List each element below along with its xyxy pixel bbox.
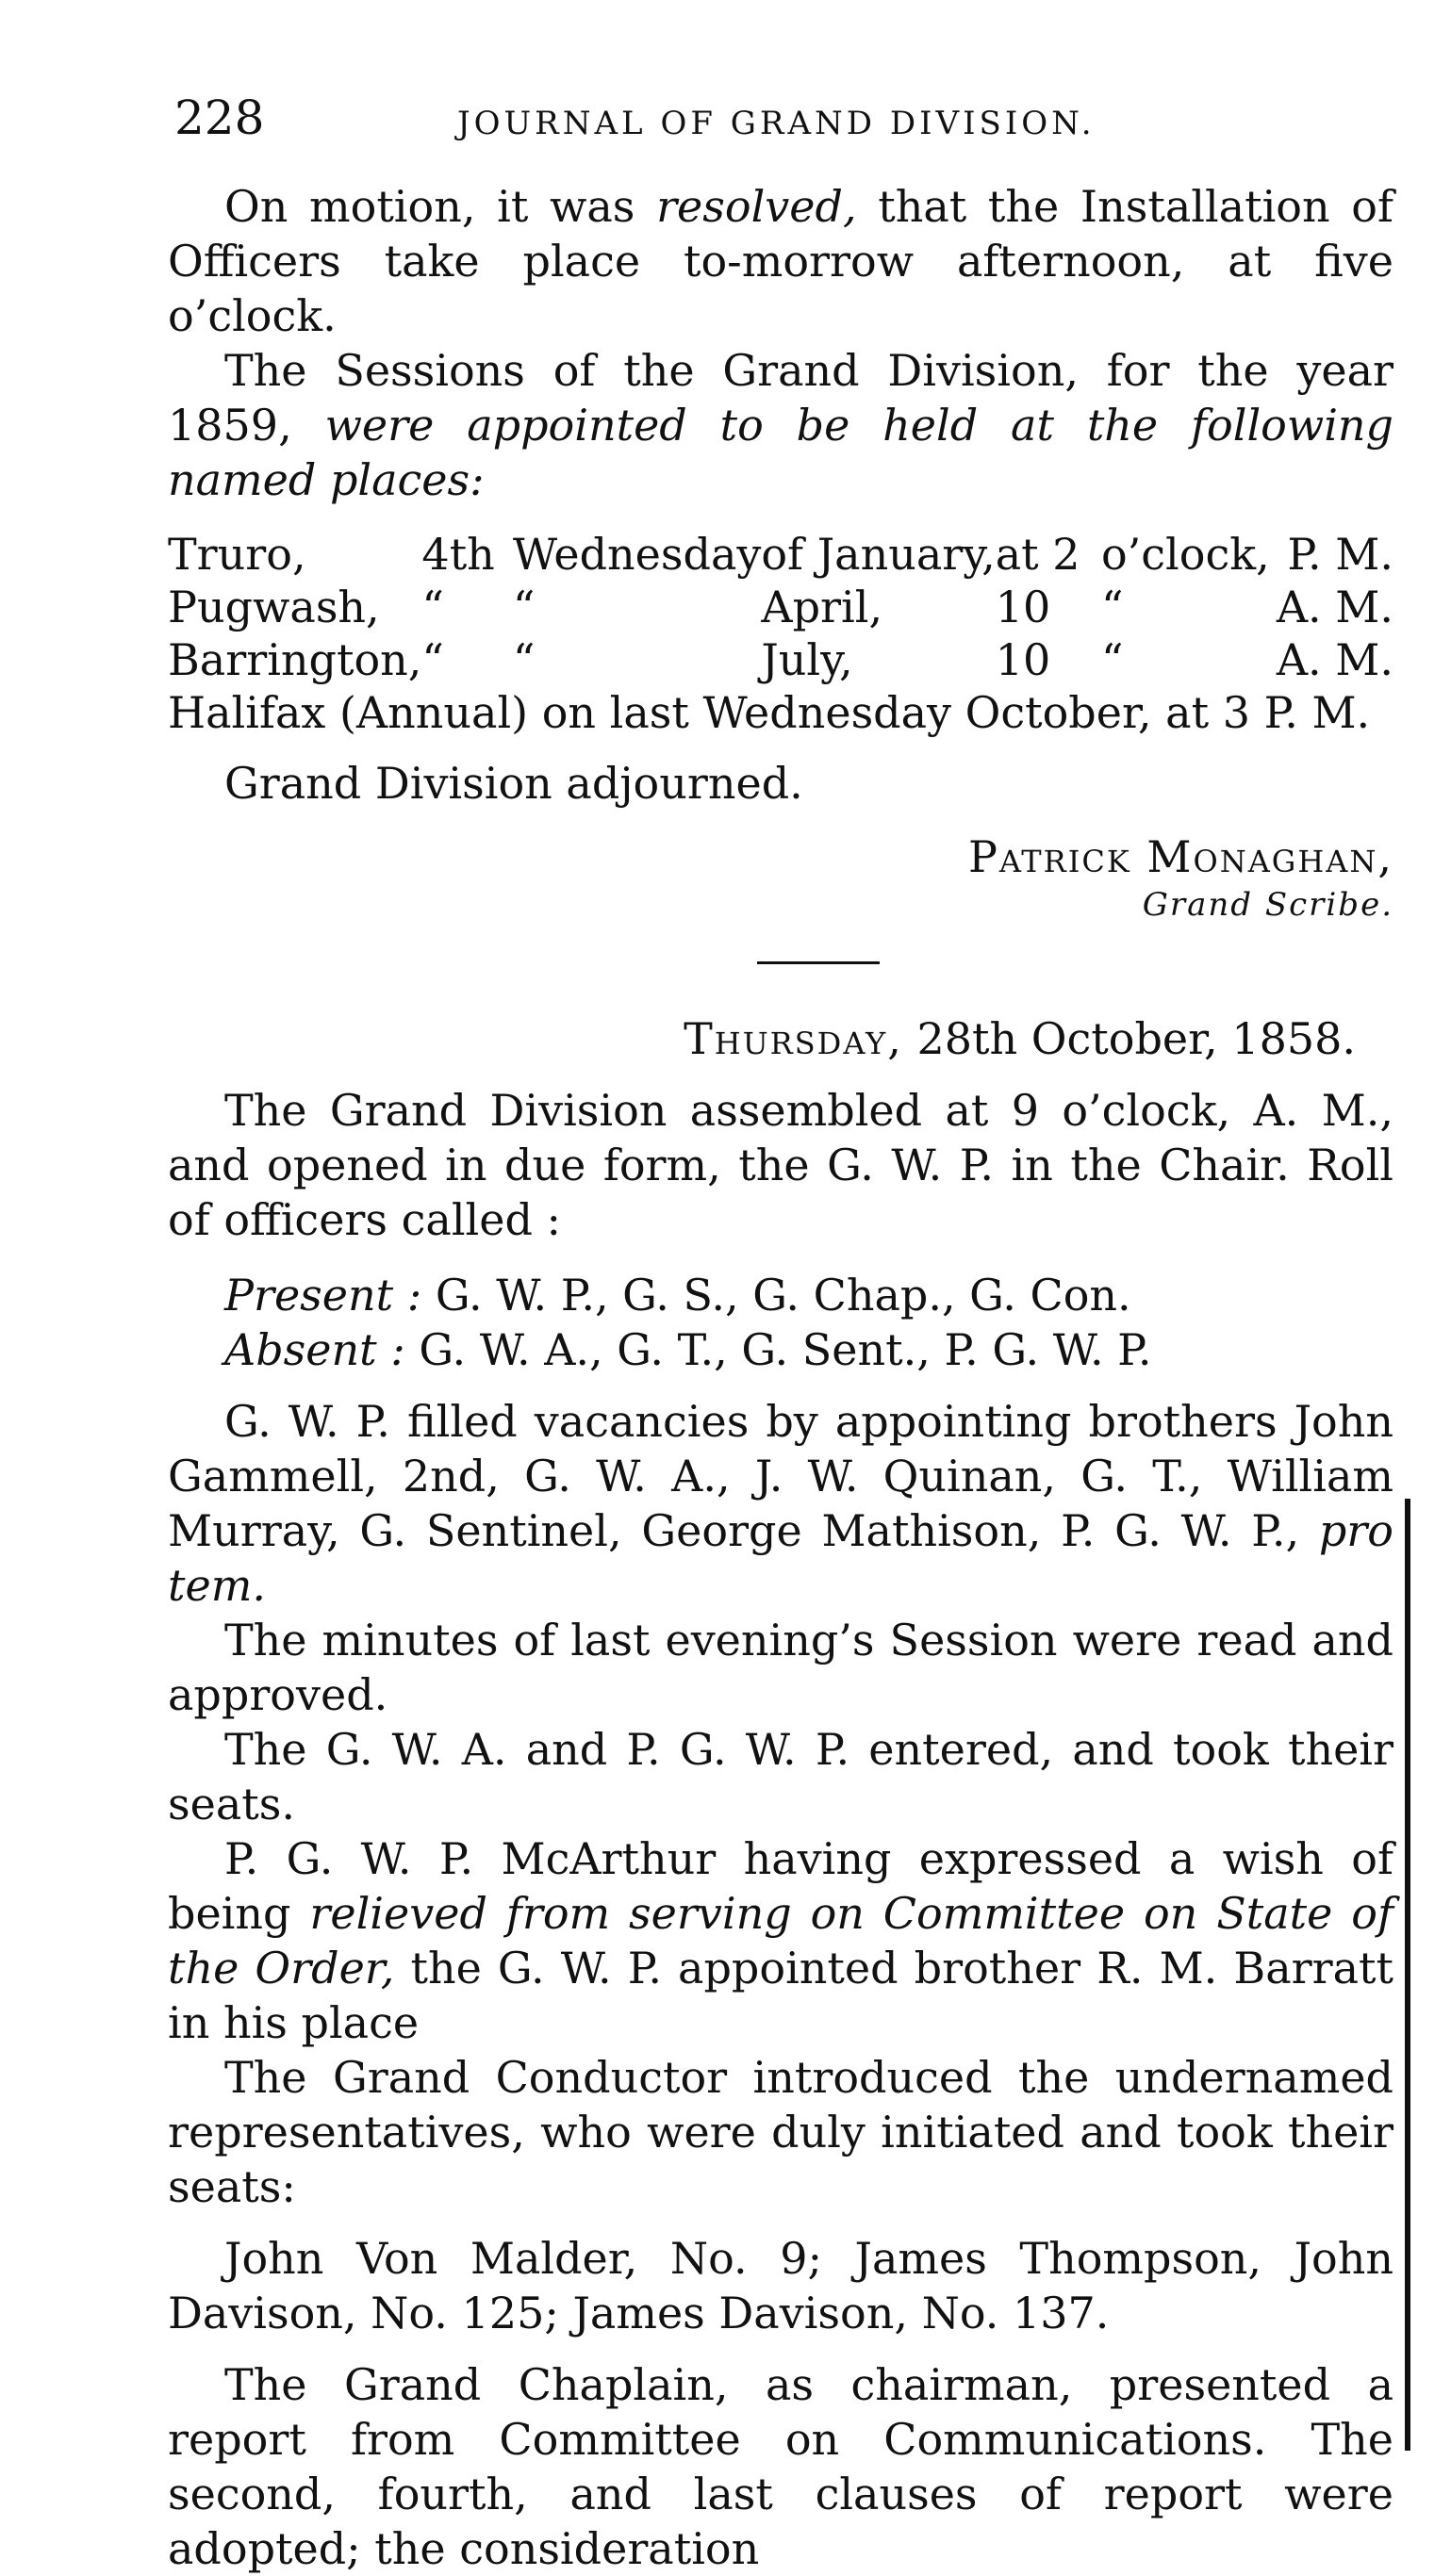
paragraph-installation: On motion, it was resolved, that the Installation of Officers take place to-morrow afternoon, at five o’clock. — [168, 181, 1393, 341]
paragraph-representatives: The Grand Conductor introduced the undernamed representatives, who were duly initiated and took their seats: — [168, 2052, 1393, 2212]
page-body — [168, 179, 1393, 2576]
places-row: Truro, 4th Wednesday of January, at 2 o’clock, P. M. — [168, 529, 1393, 580]
paragraph-assembled: The Grand Division assembled at 9 o’clock, A. M., and opened in due form, the G. W. P. in the Chair. Roll of officers called : — [168, 1085, 1393, 1245]
page-header — [174, 90, 1400, 146]
paragraph-minutes: The minutes of last evening’s Session were read and approved. — [168, 1615, 1393, 1720]
signature-name: Patrick Monaghan, — [967, 831, 1393, 882]
paragraph-names: John Von Malder, No. 9; James Thompson, John Davison, No. 125; James Davison, No. 137. — [168, 2233, 1393, 2338]
places-row: Barrington, “ “ July, 10 “ A. M. — [168, 634, 1393, 685]
places-row-halifax: Halifax (Annual) on last Wednesday October, at 3 P. M. — [168, 687, 1371, 738]
paragraph-vacancies: G. W. P. filled vacancies by appointing brothers John Gammell, 2nd, G. W. A., J. W. Quinan, G. T., William Murray, G. Sentinel, George Mathison, P. G. W. P., pro tem. — [168, 1396, 1393, 1611]
roll-call — [168, 1268, 1393, 1377]
roll-absent: Absent : G. W. A., G. T., G. Sent., P. G. W. P. — [224, 1324, 1152, 1375]
section-divider — [757, 961, 880, 964]
paragraph-sessions: The Sessions of the Grand Division, for the year 1859, were appointed to be held at the following named places: — [168, 345, 1394, 505]
paragraph-mcarthur: P. G. W. P. McArthur having expressed a wish of being relieved from serving on Committee on State of the Order, the G. W. P. appointed brother R. M. Barratt in his place — [168, 1833, 1393, 2048]
signature-title: Grand Scribe. — [1142, 886, 1393, 924]
paragraph-adjourned: Grand Division adjourned. — [224, 758, 803, 809]
running-title: JOURNAL OF GRAND DIVISION. — [457, 105, 1096, 142]
paragraph-report: The Grand Chaplain, as chairman, presented a report from Committee on Communications. The second, fourth, and last clauses of report were adopted; the consideration — [168, 2359, 1393, 2574]
paragraph-entered: The G. W. A. and P. G. W. P. entered, and took their seats. — [168, 1724, 1393, 1829]
roll-present: Present : G. W. P., G. S., G. Chap., G. Con. — [224, 1270, 1131, 1321]
session-places-table — [168, 528, 1393, 739]
page-number: 228 — [174, 90, 265, 145]
dateline: Thursday, 28th October, 1858. — [684, 1013, 1356, 1064]
margin-rule — [1405, 1499, 1410, 2451]
places-row: Pugwash, “ “ April, 10 “ A. M. — [168, 582, 1393, 632]
